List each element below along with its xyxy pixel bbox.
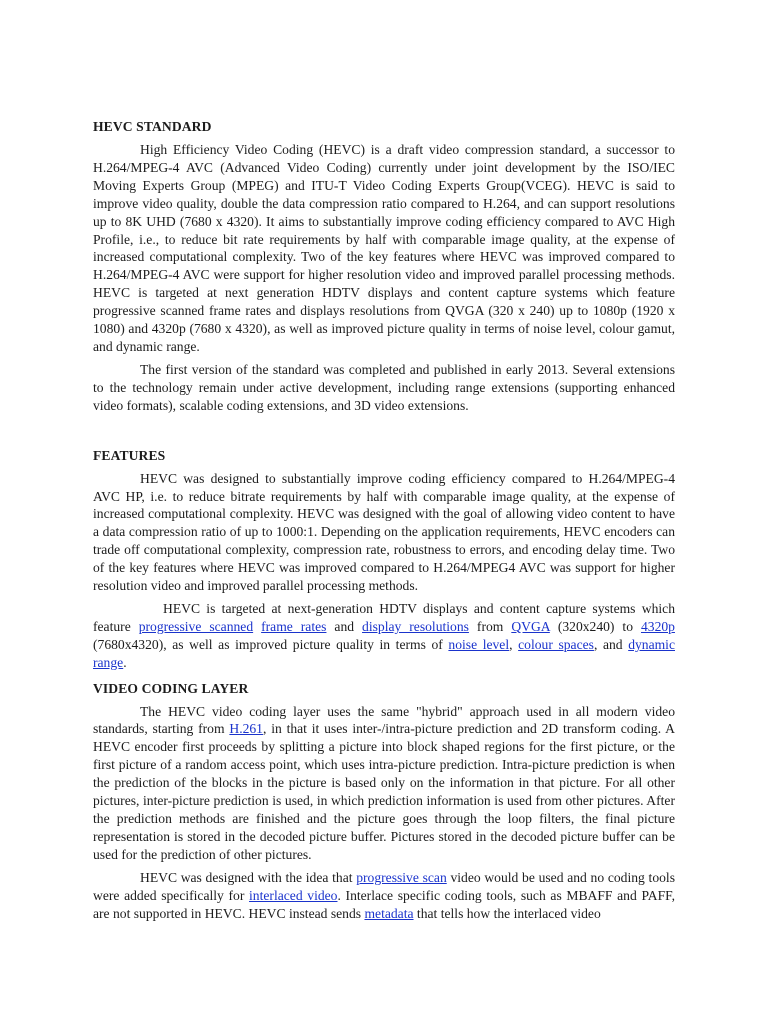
link-4320p[interactable]: 4320p bbox=[640, 618, 675, 634]
link-frame-rates[interactable]: frame rates bbox=[261, 618, 327, 634]
link-display-resolutions[interactable]: display resolutions bbox=[362, 618, 469, 634]
link-progressive-scanned[interactable]: progressive scanned bbox=[138, 618, 254, 634]
link-interlaced-video[interactable]: interlaced video bbox=[249, 887, 338, 903]
link-dynamic-range[interactable]: dynamic range bbox=[93, 636, 675, 670]
link-qvga[interactable]: QVGA bbox=[511, 618, 550, 634]
section-features bbox=[93, 447, 675, 672]
link-h261[interactable]: H.261 bbox=[229, 721, 263, 737]
link-progressive-scan[interactable]: progressive scan bbox=[356, 869, 447, 885]
section-hevc-standard bbox=[93, 118, 675, 415]
link-metadata[interactable]: metadata bbox=[364, 905, 414, 921]
section-video-coding-layer bbox=[93, 680, 675, 923]
paragraph-with-links: HEVC is targeted at next-generation HDTV displays and content capture systems which feature progressive scanned frame rates and display resolutions from QVGA (320x240) to 4320p (7680x4320), as well as improved picture quality in terms of noise level, colour spaces, and dynamic range. bbox=[93, 600, 675, 670]
link-colour-spaces[interactable]: colour spaces bbox=[518, 636, 594, 652]
paragraph: The first version of the standard was completed and published in early 2013. Several extensions to the technology remain under active development, including range extensions (supporting enhanced video formats), scalable coding extensions, and 3D video extensions. bbox=[93, 361, 675, 413]
paragraph-with-links: HEVC was designed with the idea that progressive scan video would be used and no coding tools were added specifically for interlaced video. Interlace specific coding tools, such as MBAFF and PAFF, are not supported in HEVC. HEVC instead sends metadata that tells how the interlaced video bbox=[93, 869, 675, 921]
paragraph: HEVC was designed to substantially improve coding efficiency compared to H.264/MPEG-4 AVC HP, i.e. to reduce bitrate requirements by half with comparable image quality, at the expense of increased computational complexity. HEVC was designed with the goal of allowing video content to have a data compression ratio of up to 1000:1. Depending on the application requirements, HEVC encoders can trade off computational complexity, compression rate, robustness to errors, and encoding delay time. Two of the key features where HEVC was improved compared to H.264/MPEG4 AVC was support for higher resolution video and improved parallel processing methods. bbox=[93, 470, 675, 594]
heading-video-coding-layer: VIDEO CODING LAYER bbox=[93, 680, 249, 696]
heading-hevc-standard: HEVC STANDARD bbox=[93, 119, 212, 134]
paragraph: High Efficiency Video Coding (HEVC) is a draft video compression standard, a successor to H.264/MPEG-4 AVC (Advanced Video Coding) currently under joint development by the ISO/IEC Moving Experts Group (MPEG) and ITU-T Video Coding Experts Group(VCEG). HEVC is said to improve video quality, double the data compression ratio compared to H.264, and can support resolutions up to 8K UHD (7680 x 4320). It aims to substantially improve coding efficiency compared to AVC High Profile, i.e., to reduce bit rate requirements by half with comparable image quality, at the expense of increased computational complexity. Two of the key features where HEVC was improved compared to H.264/MPEG-4 AVC were support for higher resolution video and improved parallel processing methods. HEVC is targeted at next generation HDTV displays and content capture systems which feature progressive scanned frame rates and displays resolutions from QVGA (320 x 240) up to 1080p (1920 x 1080) and 4320p (7680 x 4320), as well as improved picture quality in terms of noise level, colour gamut, and dynamic range. bbox=[93, 142, 675, 354]
link-noise-level[interactable]: noise level bbox=[448, 636, 510, 652]
heading-features: FEATURES bbox=[93, 447, 166, 463]
paragraph-with-links: The HEVC video coding layer uses the same "hybrid" approach used in all modern video standards, starting from H.261, in that it uses inter-/intra-picture prediction and 2D transform coding. A HEVC encoder first proceeds by splitting a picture into block shaped regions for the first picture, or the first picture of a random access point, which uses intra-picture prediction. Intra-picture prediction is when the prediction of the blocks in the picture is based only on the information in that picture. For all other pictures, inter-picture prediction is used, in which prediction information is used from other pictures. After the prediction methods are finished and the picture goes through the loop filters, the final picture representation is stored in the decoded picture buffer. Pictures stored in the decoded picture buffer can be used for the prediction of other pictures. bbox=[93, 703, 675, 862]
document-body bbox=[93, 118, 675, 922]
